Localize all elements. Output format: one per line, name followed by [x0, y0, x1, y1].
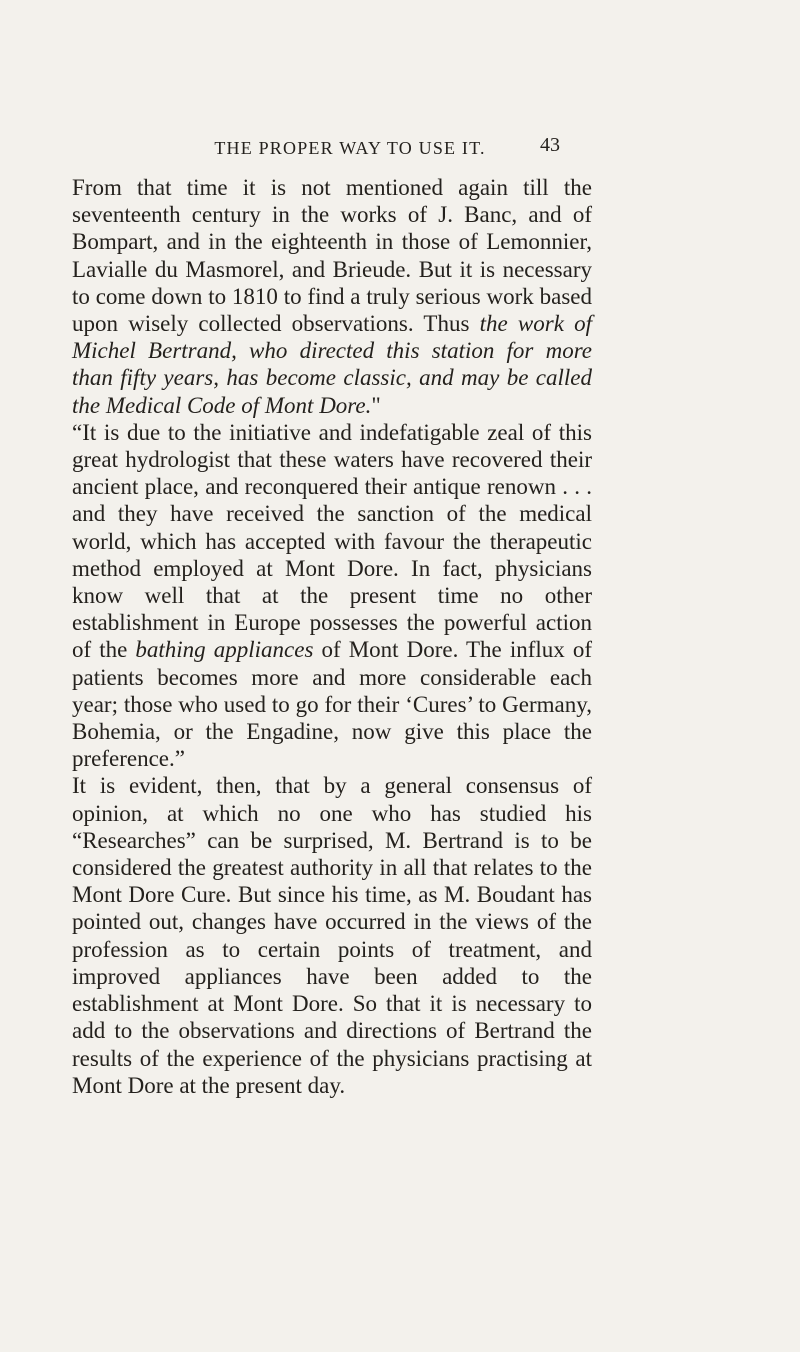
- paragraph-2-italic: bathing appliances: [135, 637, 314, 663]
- paragraph-1-italic: the work of Michel Bertrand, who directed this station for more than fifty years, has become classic, and may be called the Medical Code of Mont Dore.: [72, 311, 592, 418]
- page-number: 43: [540, 134, 560, 156]
- paragraph-2-text: “It is due to the initiative and indefatigable zeal of this great hydrologist that these waters have recovered their ancient place, and reconquered their antique renown . . . and they have received the sanction of the medical world, which has accepted with favour the therapeutic method employed at Mont Dore. In fact, physicians know well that at the present time no other establishment in Europe possesses the powerful action of the: [72, 419, 592, 663]
- paragraph-1-text: From that time it is not mentioned again till the seventeenth century in the works of J. Banc, and of Bompart, and in the eighteenth in those of Lemonnier, Lavialle du Masmorel, and Brieude. But it is necessary to come down to 1810 to find a truly serious work based upon wisely collected observations. Thus: [72, 175, 592, 337]
- paragraph-1-closing-quote: ": [371, 392, 381, 418]
- paragraph-1: [72, 174, 592, 419]
- body-text: [72, 174, 592, 1099]
- paragraph-3: It is evident, then, that by a general consensus of opinion, at which no one who has studied his “Researches” can be surprised, M. Bertrand is to be considered the greatest authority in all that relates to the Mont Dore Cure. But since his time, as M. Boudant has pointed out, changes have occurred in the views of the profession as to certain points of treatment, and improved appliances have been added to the establishment at Mont Dore. So that it is necessary to add to the observations and directions of Bertrand the results of the experience of the physicians practising at Mont Dore at the present day.: [72, 773, 592, 1098]
- running-head: THE PROPER WAY TO USE IT.: [214, 138, 486, 158]
- paragraph-2-text-end: of Mont Dore. The influx of patients becomes more and more considerable each year; those who used to go for their ‘Cures’ to Germany, Bohemia, or the Engadine, now give this place the preference.”: [72, 637, 592, 772]
- paragraph-2: [72, 419, 592, 773]
